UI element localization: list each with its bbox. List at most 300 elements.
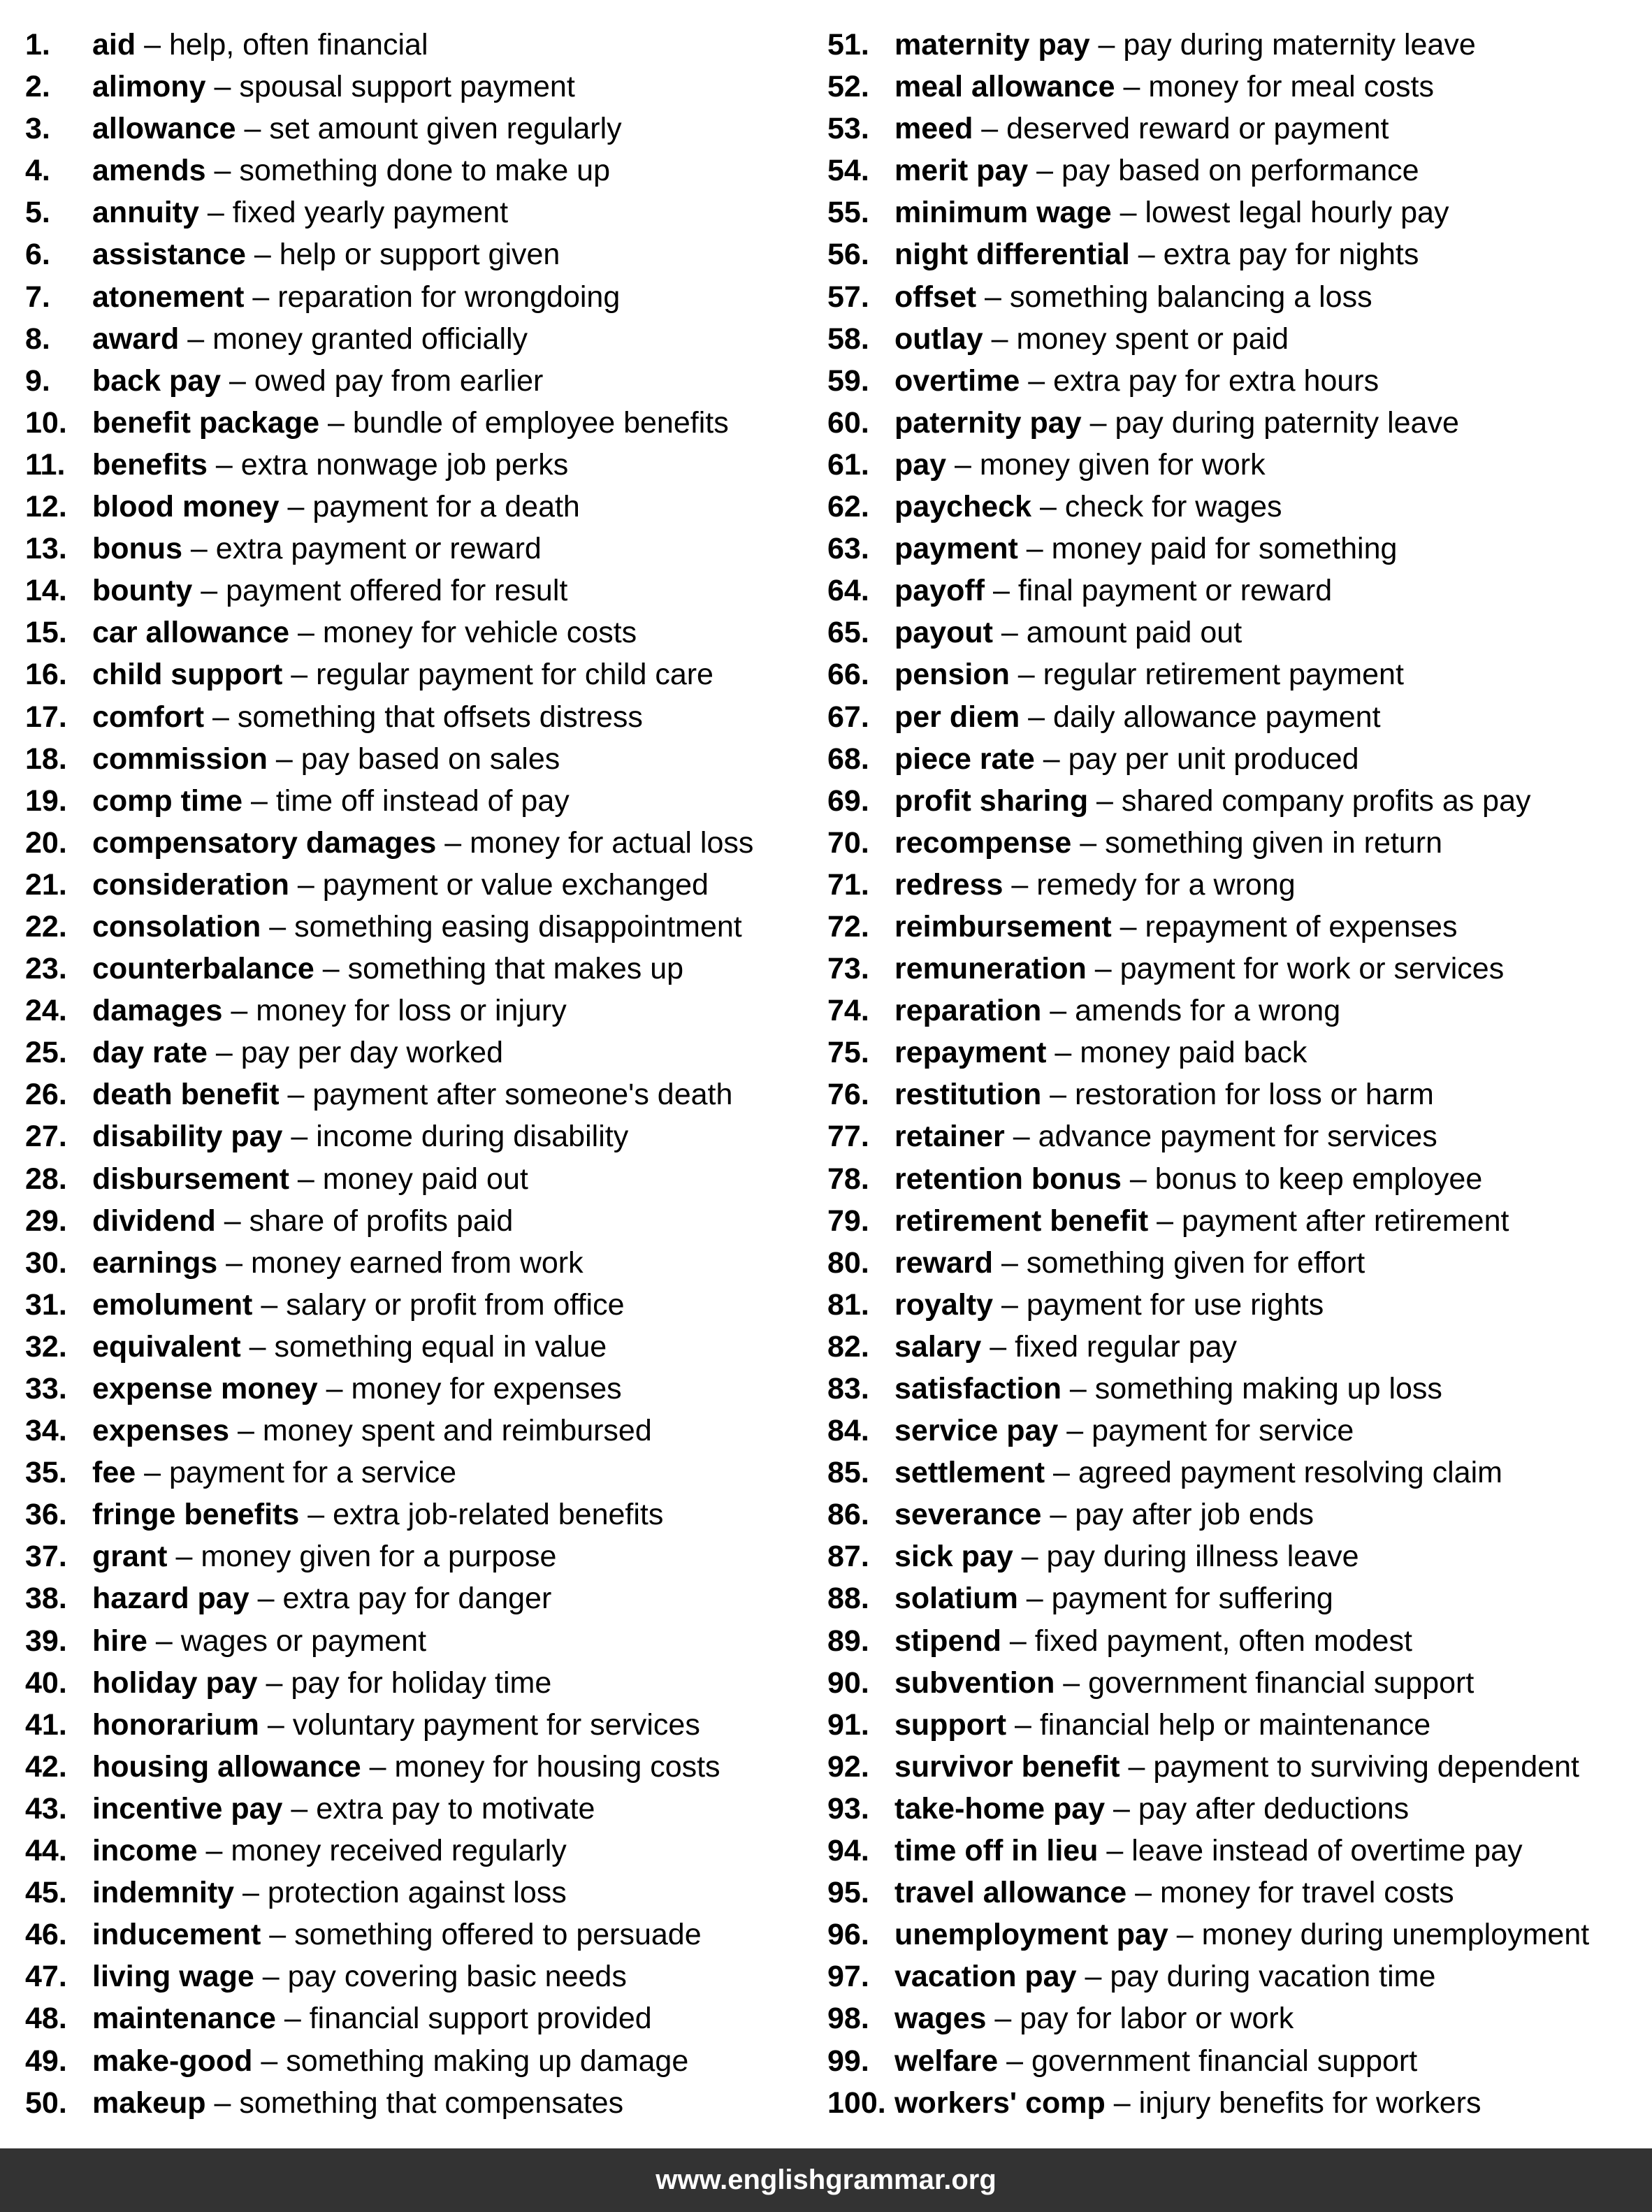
list-item: [827, 1577, 1589, 1619]
item-number: 19.: [25, 783, 67, 818]
item-definition: bundle of employee benefits: [352, 405, 729, 440]
item-term: child support: [92, 658, 283, 692]
item-number: 12.: [25, 490, 67, 524]
item-number: 52.: [827, 70, 869, 104]
item-definition: something balancing a loss: [1009, 280, 1372, 314]
item-separator: –: [1121, 1162, 1155, 1196]
item-term: time off in lieu: [894, 1834, 1099, 1868]
item-separator: –: [147, 1624, 181, 1658]
item-term: pension: [894, 658, 1010, 692]
item-separator: –: [436, 825, 470, 860]
list-item: [25, 1872, 753, 1914]
list-item: [827, 1494, 1589, 1535]
item-number: 8.: [25, 321, 50, 356]
item-term: expense money: [92, 1372, 318, 1405]
item-definition: shared company profits as pay: [1121, 783, 1531, 818]
item-definition: pay for labor or work: [1020, 2002, 1294, 2036]
item-term: retention bonus: [894, 1162, 1122, 1196]
item-separator: –: [986, 2002, 1020, 2036]
list-item: [25, 24, 753, 66]
item-term: comp time: [92, 783, 243, 818]
item-term: day rate: [92, 1036, 208, 1070]
item-separator: –: [198, 196, 233, 230]
item-term: disbursement: [92, 1162, 289, 1196]
item-term: housing allowance: [92, 1749, 361, 1784]
list-item: [25, 150, 753, 191]
item-term: living wage: [92, 1960, 254, 1994]
item-number: 57.: [827, 280, 869, 314]
item-definition: money paid out: [322, 1162, 528, 1196]
list-item: [25, 570, 753, 612]
list-item: [25, 1200, 753, 1242]
item-separator: –: [217, 1245, 252, 1280]
item-number: 80.: [827, 1245, 869, 1280]
item-number: 36.: [25, 1498, 67, 1532]
item-separator: –: [1017, 1582, 1052, 1616]
item-definition: money for loss or injury: [256, 994, 567, 1028]
item-term: severance: [894, 1498, 1042, 1532]
list-item: [25, 2040, 753, 2082]
item-number: 53.: [827, 112, 869, 146]
item-separator: –: [275, 2002, 310, 2036]
item-number: 35.: [25, 1456, 67, 1490]
item-term: meal allowance: [894, 70, 1115, 104]
item-number: 81.: [827, 1287, 869, 1322]
item-separator: –: [229, 1414, 263, 1448]
item-definition: payment for a service: [168, 1456, 457, 1490]
item-number: 21.: [25, 867, 67, 902]
item-term: grant: [92, 1540, 168, 1574]
item-number: 30.: [25, 1245, 67, 1280]
item-definition: government financial support: [1031, 2044, 1418, 2078]
item-definition: something that offsets distress: [237, 700, 643, 734]
item-term: workers' comp: [894, 2086, 1106, 2120]
list-item: [827, 1620, 1589, 1662]
item-separator: –: [361, 1749, 395, 1784]
item-separator: –: [289, 867, 323, 902]
item-definition: payment after retirement: [1182, 1203, 1509, 1238]
list-item: [827, 906, 1589, 948]
item-separator: –: [993, 1287, 1027, 1322]
item-definition: protection against loss: [267, 1876, 567, 1910]
list-item: [25, 1662, 753, 1704]
list-item: [827, 1452, 1589, 1494]
item-separator: –: [946, 447, 980, 482]
item-number: 29.: [25, 1203, 67, 1238]
list-item: [827, 276, 1589, 318]
item-definition: reparation for wrongdoing: [277, 280, 621, 314]
item-separator: –: [234, 1876, 268, 1910]
item-separator: –: [267, 742, 301, 776]
item-separator: –: [1081, 405, 1115, 440]
item-number: 62.: [827, 490, 869, 524]
item-separator: –: [254, 1960, 288, 1994]
item-separator: –: [1031, 490, 1065, 524]
item-definition: payment after someone's death: [312, 1078, 733, 1112]
item-separator: –: [167, 1540, 201, 1574]
item-number: 48.: [25, 2002, 67, 2036]
item-definition: pay based on performance: [1062, 154, 1419, 188]
item-definition: government financial support: [1088, 1665, 1475, 1700]
right-column: [827, 24, 1589, 2124]
list-item: [25, 1284, 753, 1326]
footer-url: www.englishgrammar.org: [655, 2164, 997, 2195]
list-item: [25, 1410, 753, 1452]
item-term: indemnity: [92, 1876, 235, 1910]
item-number: 27.: [25, 1120, 67, 1154]
item-term: overtime: [894, 363, 1020, 398]
item-definition: extra pay for extra hours: [1053, 363, 1379, 398]
list-item: [25, 948, 753, 990]
list-item: [25, 444, 753, 486]
list-item: [827, 1032, 1589, 1074]
item-number: 18.: [25, 742, 67, 776]
item-term: satisfaction: [894, 1372, 1062, 1405]
item-separator: –: [197, 1834, 231, 1868]
item-definition: money for actual loss: [470, 825, 754, 860]
item-term: pay: [894, 447, 947, 482]
item-definition: regular retirement payment: [1043, 658, 1404, 692]
item-number: 44.: [25, 1834, 67, 1868]
item-definition: extra job-related benefits: [333, 1498, 664, 1532]
item-definition: payment for work or services: [1120, 952, 1505, 986]
item-separator: –: [205, 154, 240, 188]
item-definition: money paid back: [1080, 1036, 1307, 1070]
item-term: allowance: [92, 112, 236, 146]
item-number: 34.: [25, 1414, 67, 1448]
list-item: [25, 1577, 753, 1619]
list-item: [827, 1914, 1589, 1956]
list-item: [25, 1914, 753, 1956]
item-definition: remedy for a wrong: [1036, 867, 1296, 902]
item-definition: spousal support payment: [239, 70, 575, 104]
item-definition: payment for use rights: [1026, 1287, 1324, 1322]
list-item: [25, 1746, 753, 1788]
list-item: [25, 1997, 753, 2039]
item-separator: –: [1009, 658, 1043, 692]
item-number: 37.: [25, 1540, 67, 1574]
item-definition: pay during vacation time: [1110, 1960, 1436, 1994]
list-item: [827, 444, 1589, 486]
item-number: 14.: [25, 574, 67, 608]
item-separator: –: [1115, 70, 1149, 104]
item-number: 56.: [827, 238, 869, 272]
footer-banner: [0, 2148, 1652, 2212]
item-definition: help, often financial: [168, 28, 428, 62]
item-separator: –: [976, 280, 1010, 314]
item-definition: pay during maternity leave: [1123, 28, 1476, 62]
list-item: [827, 2040, 1589, 2082]
item-definition: amends for a wrong: [1075, 994, 1341, 1028]
item-term: maternity pay: [894, 28, 1090, 62]
item-separator: –: [1088, 783, 1122, 818]
item-term: fee: [92, 1456, 136, 1490]
item-definition: something done to make up: [239, 154, 611, 188]
item-definition: something given in return: [1105, 825, 1442, 860]
item-number: 64.: [827, 574, 869, 608]
item-term: offset: [894, 280, 977, 314]
item-separator: –: [207, 1036, 241, 1070]
item-definition: payment for suffering: [1051, 1582, 1333, 1616]
item-term: merit pay: [894, 154, 1029, 188]
item-definition: money earned from work: [251, 1245, 584, 1280]
item-separator: –: [981, 1329, 1015, 1364]
list-item: [827, 990, 1589, 1032]
item-number: 85.: [827, 1456, 869, 1490]
item-definition: advance payment for services: [1038, 1120, 1437, 1154]
list-item: [25, 360, 753, 402]
item-separator: –: [1111, 909, 1145, 944]
list-item: [827, 1410, 1589, 1452]
list-item: [827, 318, 1589, 360]
item-separator: –: [1111, 196, 1145, 230]
list-item: [827, 1158, 1589, 1200]
item-number: 39.: [25, 1624, 67, 1658]
item-term: benefit package: [92, 405, 319, 440]
item-separator: –: [259, 1707, 293, 1742]
list-item: [25, 1074, 753, 1115]
list-item: [25, 276, 753, 318]
item-term: back pay: [92, 363, 222, 398]
list-item: [827, 108, 1589, 150]
item-term: payoff: [894, 574, 985, 608]
item-number: 68.: [827, 742, 869, 776]
item-definition: pay based on sales: [300, 742, 560, 776]
item-number: 20.: [25, 825, 67, 860]
item-term: payment: [894, 532, 1018, 566]
item-separator: –: [261, 1918, 295, 1952]
item-number: 11.: [25, 447, 66, 482]
item-definition: daily allowance payment: [1053, 700, 1381, 734]
item-separator: –: [244, 280, 278, 314]
item-term: per diem: [894, 700, 1020, 734]
list-item: [25, 66, 753, 108]
item-separator: –: [319, 405, 353, 440]
item-definition: payment for a death: [312, 490, 580, 524]
item-separator: –: [252, 2044, 287, 2078]
list-item: [25, 1115, 753, 1157]
item-separator: –: [1041, 1498, 1075, 1532]
item-definition: money paid for something: [1051, 532, 1398, 566]
item-separator: –: [282, 1120, 317, 1154]
item-separator: –: [136, 28, 169, 62]
list-item: [827, 1242, 1589, 1284]
item-number: 70.: [827, 825, 869, 860]
list-item: [827, 864, 1589, 906]
item-term: consideration: [92, 867, 289, 902]
item-number: 5.: [25, 196, 50, 230]
item-term: unemployment pay: [894, 1918, 1168, 1952]
item-definition: extra pay to motivate: [316, 1791, 595, 1826]
list-item: [827, 948, 1589, 990]
item-definition: check for wages: [1064, 490, 1282, 524]
list-item: [827, 738, 1589, 780]
item-number: 87.: [827, 1540, 869, 1574]
item-term: emolument: [92, 1287, 253, 1322]
item-definition: money for vehicle costs: [322, 616, 637, 650]
item-separator: –: [261, 909, 295, 944]
item-term: bounty: [92, 574, 193, 608]
item-separator: –: [136, 1456, 169, 1490]
item-separator: –: [179, 321, 213, 356]
list-item: [827, 1830, 1589, 1872]
item-separator: –: [985, 574, 1018, 608]
item-number: 3.: [25, 112, 50, 146]
item-definition: pay during paternity leave: [1115, 405, 1459, 440]
item-term: benefits: [92, 447, 208, 482]
item-term: assistance: [92, 238, 246, 272]
item-term: inducement: [92, 1918, 261, 1952]
list-item: [25, 1620, 753, 1662]
item-number: 41.: [25, 1707, 67, 1742]
item-term: survivor benefit: [894, 1749, 1120, 1784]
list-item: [25, 528, 753, 570]
item-separator: –: [207, 447, 241, 482]
item-term: amends: [92, 154, 206, 188]
item-term: travel allowance: [894, 1876, 1127, 1910]
item-definition: money given for a purpose: [201, 1540, 557, 1574]
item-term: dividend: [92, 1203, 216, 1238]
item-definition: share of profits paid: [249, 1203, 514, 1238]
item-separator: –: [245, 238, 280, 272]
item-number: 54.: [827, 154, 869, 188]
item-definition: regular payment for child care: [316, 658, 713, 692]
item-definition: lowest legal hourly pay: [1145, 196, 1449, 230]
item-definition: something given for effort: [1026, 1245, 1365, 1280]
item-term: minimum wage: [894, 196, 1112, 230]
item-definition: pay after deductions: [1138, 1791, 1410, 1826]
item-definition: something that makes up: [347, 952, 684, 986]
item-definition: money spent or paid: [1016, 321, 1289, 356]
item-definition: money granted officially: [212, 321, 528, 356]
item-definition: agreed payment resolving claim: [1078, 1456, 1502, 1490]
list-item: [827, 1326, 1589, 1368]
left-column: [25, 24, 753, 2124]
item-separator: –: [1089, 28, 1124, 62]
item-term: repayment: [894, 1036, 1047, 1070]
item-term: solatium: [894, 1582, 1018, 1616]
item-number: 88.: [827, 1582, 869, 1616]
item-term: support: [894, 1707, 1007, 1742]
item-term: earnings: [92, 1245, 218, 1280]
item-term: vacation pay: [894, 1960, 1077, 1994]
item-term: honorarium: [92, 1707, 259, 1742]
list-item: [25, 191, 753, 233]
item-definition: final payment or reward: [1017, 574, 1333, 608]
item-separator: –: [1086, 952, 1120, 986]
item-term: salary: [894, 1329, 982, 1364]
item-number: 89.: [827, 1624, 869, 1658]
item-separator: –: [240, 1329, 275, 1364]
item-term: commission: [92, 742, 268, 776]
list-item: [25, 696, 753, 738]
list-item: [827, 402, 1589, 444]
list-item: [25, 738, 753, 780]
item-number: 28.: [25, 1162, 67, 1196]
item-definition: payment or value exchanged: [322, 867, 709, 902]
item-term: recompense: [894, 825, 1072, 860]
item-number: 32.: [25, 1329, 67, 1364]
list-item: [25, 1494, 753, 1535]
item-separator: –: [1046, 1036, 1080, 1070]
list-item: [25, 108, 753, 150]
list-item: [827, 1368, 1589, 1410]
item-term: hazard pay: [92, 1582, 249, 1616]
item-number: 47.: [25, 1960, 67, 1994]
list-item: [827, 1956, 1589, 1997]
list-item: [827, 150, 1589, 191]
item-separator: –: [1129, 238, 1164, 272]
item-term: hire: [92, 1624, 147, 1658]
item-number: 24.: [25, 994, 67, 1028]
item-number: 26.: [25, 1078, 67, 1112]
item-definition: extra payment or reward: [215, 532, 542, 566]
list-item: [827, 486, 1589, 528]
item-separator: –: [1041, 1078, 1075, 1112]
item-number: 94.: [827, 1834, 869, 1868]
item-definition: income during disability: [316, 1120, 629, 1154]
item-number: 2.: [25, 70, 50, 104]
item-separator: –: [289, 616, 323, 650]
list-item: [25, 1788, 753, 1830]
item-definition: money given for work: [979, 447, 1266, 482]
item-separator: –: [1105, 1791, 1138, 1826]
item-definition: deserved reward or payment: [1006, 112, 1389, 146]
item-number: 82.: [827, 1329, 869, 1364]
item-definition: pay covering basic needs: [287, 1960, 627, 1994]
item-term: makeup: [92, 2086, 206, 2120]
item-separator: –: [215, 1203, 249, 1238]
item-definition: pay per day worked: [240, 1036, 504, 1070]
item-term: restitution: [894, 1078, 1042, 1112]
item-term: annuity: [92, 196, 199, 230]
item-definition: money during unemployment: [1201, 1918, 1590, 1952]
item-number: 72.: [827, 909, 869, 944]
item-term: meed: [894, 112, 973, 146]
item-number: 74.: [827, 994, 869, 1028]
item-term: outlay: [894, 321, 983, 356]
item-definition: payment for service: [1092, 1414, 1354, 1448]
item-separator: –: [242, 783, 276, 818]
list-item: [827, 696, 1589, 738]
item-term: stipend: [894, 1624, 1001, 1658]
list-item: [25, 233, 753, 275]
list-item: [25, 653, 753, 695]
item-definition: something easing disappointment: [294, 909, 742, 944]
item-number: 49.: [25, 2044, 67, 2078]
item-number: 60.: [827, 405, 869, 440]
item-separator: –: [257, 1665, 291, 1700]
item-term: make-good: [92, 2044, 253, 2078]
list-item: [25, 864, 753, 906]
item-definition: pay during illness leave: [1046, 1540, 1359, 1574]
item-separator: –: [317, 1372, 352, 1405]
item-number: 97.: [827, 1960, 869, 1994]
item-definition: repayment of expenses: [1145, 909, 1458, 944]
item-number: 13.: [25, 532, 67, 566]
item-separator: –: [1148, 1203, 1182, 1238]
item-definition: payment offered for result: [226, 574, 568, 608]
list-item: [827, 1200, 1589, 1242]
item-definition: fixed yearly payment: [232, 196, 509, 230]
list-item: [25, 612, 753, 653]
item-definition: financial support provided: [309, 2002, 652, 2036]
list-item: [25, 318, 753, 360]
item-number: 51.: [827, 28, 869, 62]
item-term: royalty: [894, 1287, 994, 1322]
item-term: reimbursement: [894, 909, 1112, 944]
list-item: [25, 402, 753, 444]
